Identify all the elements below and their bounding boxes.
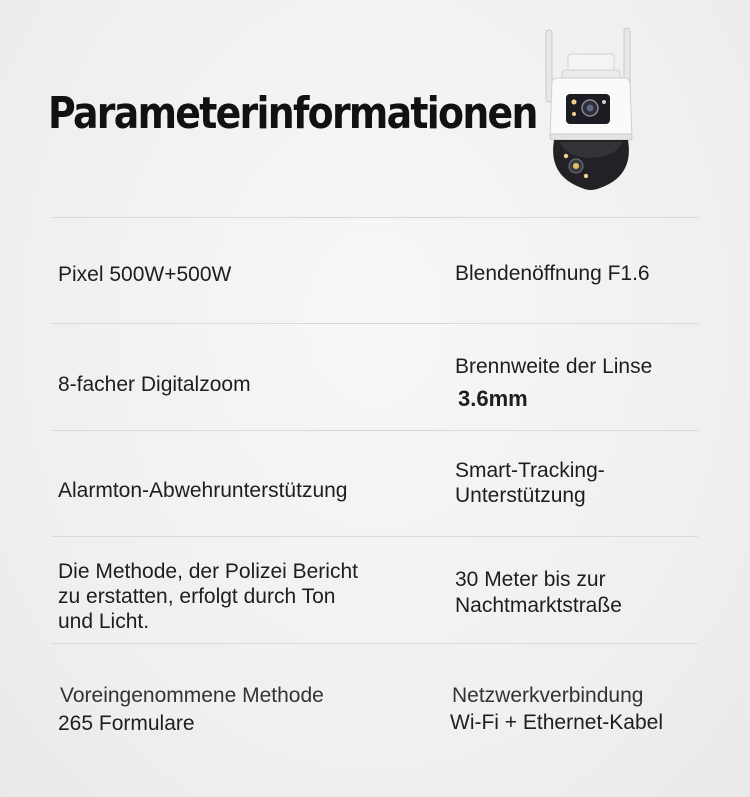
spec-focal-length-value: 3.6mm bbox=[458, 386, 528, 411]
spec-network-label: Netzwerkverbindung bbox=[452, 684, 644, 707]
spec-network-value: Wi-Fi + Ethernet-Kabel bbox=[450, 711, 663, 734]
page-title: Parameterinformationen bbox=[48, 88, 537, 139]
row-divider bbox=[52, 643, 698, 644]
spec-alarm-defense: Alarmton-Abwehrunterstützung bbox=[58, 479, 348, 502]
spec-night-range-line2: Nachtmarktstraße bbox=[455, 594, 622, 617]
spec-smart-tracking-line2: Unterstützung bbox=[455, 484, 586, 507]
row-divider bbox=[52, 217, 698, 218]
spec-night-range-line1: 30 Meter bis zur bbox=[455, 568, 606, 591]
spec-alarm-method-line3: und Licht. bbox=[58, 610, 150, 633]
spec-pixel: Pixel 500W+500W bbox=[58, 263, 232, 286]
spec-encoding-label: Voreingenommene Methode bbox=[60, 684, 324, 707]
spec-focal-length-label: Brennweite der Linse bbox=[455, 355, 653, 378]
row-divider bbox=[52, 323, 698, 324]
spec-aperture: Blendenöffnung F1.6 bbox=[455, 262, 650, 285]
spec-alarm-method-line2: zu erstatten, erfolgt durch Ton bbox=[58, 585, 336, 608]
spec-encoding-value: 265 Formulare bbox=[58, 712, 195, 735]
row-divider bbox=[52, 536, 698, 537]
row-divider bbox=[52, 430, 698, 431]
security-camera-image bbox=[538, 26, 648, 196]
spec-digital-zoom: 8-facher Digitalzoom bbox=[58, 373, 251, 396]
spec-smart-tracking-line1: Smart-Tracking- bbox=[455, 459, 605, 482]
spec-alarm-method-line1: Die Methode, der Polizei Bericht bbox=[58, 560, 358, 583]
